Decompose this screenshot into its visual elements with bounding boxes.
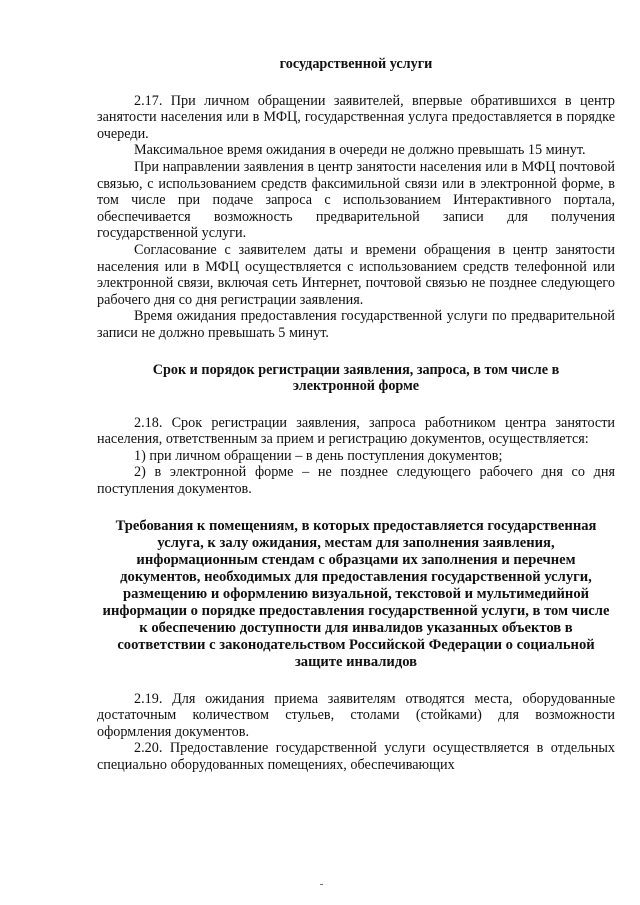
paragraph-2-18: 2.18. Срок регистрации заявления, запроса работником центра занятости населения, ответственным за прием и регистрацию документов, осуществляется: — [97, 414, 615, 448]
list-item-1: 1) при личном обращении – в день поступления документов; — [134, 447, 503, 464]
paragraph-mail-submission: При направлении заявления в центр занятости населения или в МФЦ почтовой связью, с использованием средств факсимильной связи или в электронной форме, в том числе при подаче запроса с использованием Интерактивного портала, обеспечивается возможность предварительной записи для получения государственной услуги. — [97, 158, 615, 242]
scan-dot-mark — [320, 884, 323, 885]
paragraph-2-19: 2.19. Для ожидания приема заявителям отводятся места, оборудованные достаточным количеством стульев, столами (стойками) для возможности оформления документов. — [97, 690, 615, 740]
paragraph-wait-service: Время ожидания предоставления государственной услуги по предварительной записи не должно превышать 5 минут. — [97, 308, 615, 341]
section-heading-requirements: Требования к помещениям, в которых предоставляется государственная услуга, к залу ожидания, местам для заполнения заявления, информационным стендам с образцами их заполнения и перечнем документов, необходимых для предоставления государственной услуги, размещению и оформлению визуальной, текстовой и мультимедийной информации о порядке предоставления государственной услуги, в том числе к обеспечению доступности для инвалидов указанных объектов в соответствии с законодательством Российской Федерации о социальной защите инвалидов — [102, 517, 610, 670]
section-heading-registration: Срок и порядок регистрации заявления, запроса, в том числе в электронной форме — [152, 361, 560, 395]
paragraph-max-wait: Максимальное время ожидания в очереди не должно превышать 15 минут. — [134, 142, 586, 159]
list-item-2: 2) в электронной форме – не позднее следующего рабочего дня со дня поступления документов. — [97, 464, 615, 498]
section-heading-continued: государственной услуги — [279, 56, 433, 72]
paragraph-2-17: 2.17. При личном обращении заявителей, впервые обратившихся в центр занятости населения или в МФЦ, государственная услуга предоставляется в порядке очереди. — [97, 92, 615, 142]
paragraph-2-20: 2.20. Предоставление государственной услуги осуществляется в отдельных специально оборудованных помещениях, обеспечивающих — [97, 740, 615, 774]
document-page — [97, 56, 615, 774]
paragraph-appointment-agreement: Согласование с заявителем даты и времени обращения в центр занятости населения или в МФЦ осуществляется с использованием средств телефонной или электронной связи, включая сеть Интернет, почтовой связью не позднее следующего рабочего дня со дня регистрации заявления. — [97, 241, 615, 308]
